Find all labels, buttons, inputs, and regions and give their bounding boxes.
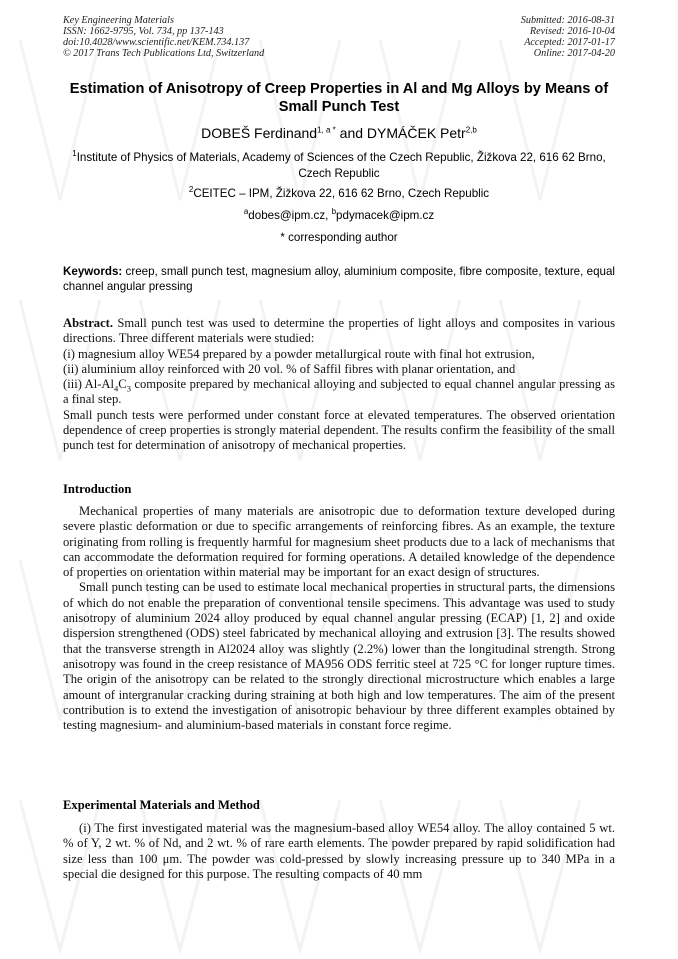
- affiliation-1-sup: 1: [72, 149, 77, 159]
- affiliation-2: [63, 186, 615, 202]
- email-a-sup: a: [243, 207, 249, 217]
- abstract-item-3: [63, 377, 615, 408]
- corresponding-note: * corresponding author: [280, 231, 398, 244]
- date-accepted: Accepted: 2017-01-17: [524, 37, 615, 48]
- abstract-label: Abstract.: [63, 316, 114, 330]
- abstract-item-1: (i) magnesium alloy WE54 prepared by a powder metallurgical route with final hot extrusion,: [63, 346, 535, 361]
- journal-issn: ISSN: 1662-9795, Vol. 734, pp 137-143: [63, 26, 224, 37]
- introduction-paragraph-2: Small punch testing can be used to estimate local mechanical properties in structural parts, the dimensions of which do not enable the preparation of conventional tensile specimens. This advantage was used to study anisotropy of aluminium 2024 alloy produced by equal channel angular pressing (ECAP) [1, 2] and oxide dispersion strengthened (ODS) steel fabricated by mechanical alloying and extrusion [3]. The results showed that the transverse strength in Al2024 alloy was slightly (2.2%) lower than the longitudinal strength. Strong anisotropy was found in the creep resistance of MA956 ODS ferritic steel at 725 °C for longer rupture times. The origin of the anisotropy can be related to the strongly directional microstructure which enables a large amount of intergranular cracking during straining at both high and low temperatures. The aim of the present contribution is to extend the investigation of anisotropic behaviour by three different examples obtained by testing magnesium- and aluminium-based materials in constant force regime.: [63, 580, 615, 733]
- abstract-section: [63, 316, 615, 454]
- keywords-text: creep, small punch test, magnesium alloy, aluminium composite, fibre composite, texture, equal channel angular pressing: [63, 265, 615, 293]
- journal-doi[interactable]: doi:10.4028/www.scientific.net/KEM.734.137: [63, 37, 250, 48]
- introduction-heading: Introduction: [63, 482, 132, 496]
- author-1: DOBEŠ Ferdinand: [201, 125, 318, 141]
- introduction-section: [63, 504, 615, 733]
- abstract-paragraph-2: Small punch tests were performed under constant force at elevated temperatures. The observed orientation dependence of creep properties is strongly material dependent. The results confirm the feasibility of the small punch test for determination of anisotropy of mechanical properties.: [63, 407, 615, 453]
- journal-copyright: © 2017 Trans Tech Publications Ltd, Switzerland: [63, 48, 265, 59]
- keywords-section: [63, 264, 615, 294]
- publication-dates: [521, 15, 615, 59]
- affiliation-1-text: Institute of Physics of Materials, Academy of Sciences of the Czech Republic, Žižkova 22, 616 62 Brno, Czech Republic: [76, 151, 606, 180]
- email-b-sup: b: [331, 207, 337, 217]
- journal-info: [63, 15, 264, 59]
- affiliation-2-sup: 2: [188, 185, 194, 195]
- methods-section: [63, 821, 615, 882]
- paper-title: Estimation of Anisotropy of Creep Properties in Al and Mg Alloys by Means of Small Punch Test: [69, 81, 609, 115]
- affiliation-1: [63, 150, 615, 181]
- introduction-paragraph-1: Mechanical properties of many materials are anisotropic due to deformation texture developed during severe plastic deformation or due to specific arrangements of reinforcing fibres. As an example, the texture originating from rolling is frequently harmful for magnesium sheet products due to a lack of mechanisms that can accommodate the deformation required for forming operations. A detailed knowledge of the dependence of properties on orientation within material may be important for an exact design of structures.: [63, 504, 615, 580]
- keywords-label: Keywords:: [63, 265, 123, 278]
- abstract-item-3-part-c: composite prepared by mechanical alloying and subjected to equal channel angular pressing as a final step.: [63, 377, 615, 407]
- author-1-sup: 1, a *: [317, 125, 336, 135]
- journal-name: Key Engineering Materials: [63, 15, 174, 26]
- abstract-item-2: (ii) aluminium alloy reinforced with 20 vol. % of Saffil fibres with planar orientation, and: [63, 361, 516, 376]
- email-a[interactable]: dobes@ipm.cz,: [248, 209, 332, 222]
- methods-heading: Experimental Materials and Method: [63, 798, 260, 812]
- abstract-item-3-part-a: (iii) Al-Al: [63, 377, 115, 392]
- date-online: Online: 2017-04-20: [533, 48, 615, 59]
- methods-paragraph-1: (i) The first investigated material was the magnesium-based alloy WE54 alloy. The alloy contained 5 wt. % of Y, 2 wt. % of Nd, and 2 wt. % of rare earth elements. The powder prepared by rapid solidification had size less than 100 μm. The powder was cold-pressed by slowly increasing pressure up to 340 MPa in a special die designed for this purpose. The resulting compacts of 40 mm: [63, 821, 615, 881]
- abstract-paragraph-1: [63, 316, 615, 347]
- email-line: [63, 208, 615, 224]
- author-2: DYMÁČEK Petr: [366, 125, 466, 141]
- author-2-sup: 2,b: [465, 125, 477, 135]
- abstract-item-3-sub-2: 3: [126, 383, 131, 394]
- abstract-item-3-sub-1: 4: [114, 383, 119, 394]
- email-b[interactable]: pdymacek@ipm.cz: [336, 209, 435, 222]
- abstract-text-1: Small punch test was used to determine the properties of light alloys and composites in various directions. Three different materials were studied:: [63, 316, 615, 346]
- author-connector: and: [335, 125, 367, 141]
- date-submitted: Submitted: 2016-08-31: [520, 15, 615, 26]
- abstract-item-3-part-b: C: [118, 377, 127, 392]
- author-line: [63, 124, 615, 142]
- date-revised: Revised: 2016-10-04: [529, 26, 615, 37]
- affiliation-2-text: CEITEC – IPM, Žižkova 22, 616 62 Brno, Czech Republic: [193, 187, 490, 200]
